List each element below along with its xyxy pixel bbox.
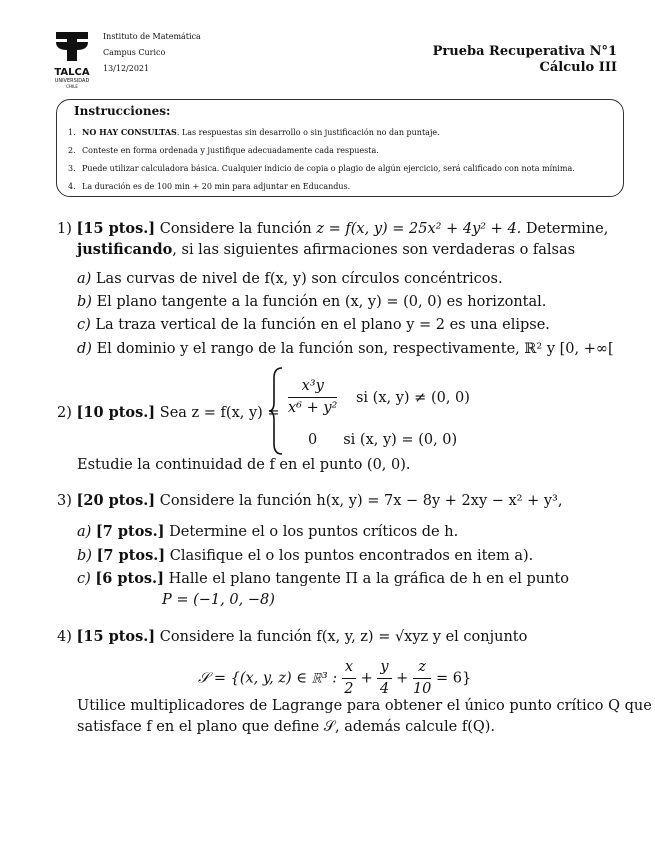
q1-item-c: c) La traza vertical de la función en el plano y = 2 es una elipse. xyxy=(77,317,550,333)
question-2-header: 2) [10 ptos.] Sea z = f(x, y) = xyxy=(57,404,280,421)
q1-item-d: d) El dominio y el rango de la función son, respectivamente, ℝ² y [0, +∞[ xyxy=(77,341,614,357)
fraction-denominator: x⁶ + y² xyxy=(288,400,338,416)
question-4-line2: satisface f en el plano que define 𝒮, además calcule f(Q). xyxy=(77,719,496,735)
logo-sub1: UNIVERSIDAD xyxy=(54,78,90,84)
q3-item-b: b) [7 ptos.] Clasifique el o los puntos encontrados en item a). xyxy=(77,547,534,564)
piecewise-case1: $\frac{\text{x³y}}{\text{x⁶ + y²}}$ si (x, y) ≠ (0, 0) xyxy=(288,376,470,419)
logo-emblem-icon xyxy=(52,30,92,64)
question-1-line1: 1) [15 ptos.] Considere la función z = f(x, y) = 25x² + 4y² + 4. Determine, xyxy=(57,220,609,237)
instruction-item: 1. NO HAY CONSULTAS. Las respuestas sin desarrollo o sin justificación no dan puntaje. xyxy=(68,127,440,137)
q3-item-c: c) [6 ptos.] Halle el plano tangente Π a la gráfica de h en el punto xyxy=(77,570,570,587)
piecewise-brace xyxy=(268,366,284,460)
instructions-title: Instrucciones: xyxy=(74,104,171,118)
question-1-line2: justificando, si las siguientes afirmaciones son verdaderas o falsas xyxy=(77,241,576,258)
question-4-line1: Utilice multiplicadores de Lagrange para obtener el único punto crítico Q que xyxy=(77,698,652,714)
question-4-header: 4) [15 ptos.] Considere la función f(x, y, z) = √xyz y el conjunto xyxy=(57,628,528,645)
instruction-item: 3. Puede utilizar calculadora básica. Cualquier indicio de copia o plagio de algún ejercicio, será calificado con nota mínima. xyxy=(68,164,575,173)
exam-title: Prueba Recuperativa N°1 xyxy=(432,44,617,59)
piecewise-case2: 0 si (x, y) = (0, 0) xyxy=(308,432,458,448)
q3-point: P = (−1, 0, −8) xyxy=(162,592,275,608)
campus-name: Campus Curico xyxy=(103,48,166,57)
university-logo xyxy=(52,30,92,89)
instruction-item: 4. La duración es de 100 min + 20 min para adjuntar en Educandus. xyxy=(68,182,351,191)
logo-text: TALCA xyxy=(54,67,90,78)
institute-name: Instituto de Matemática xyxy=(103,32,201,41)
fraction-numerator: x³y xyxy=(288,376,337,398)
q1-item-a: a) Las curvas de nivel de f(x, y) son círculos concéntricos. xyxy=(77,271,503,287)
exam-date: 13/12/2021 xyxy=(103,64,150,73)
logo-sub2: CHILE xyxy=(66,84,78,89)
instruction-item: 2. Conteste en forma ordenada y justifique adecuadamente cada respuesta. xyxy=(68,146,379,155)
q3-item-a: a) [7 ptos.] Determine el o los puntos críticos de h. xyxy=(77,523,459,540)
question-3-header: 3) [20 ptos.] Considere la función h(x, y) = 7x − 8y + 2xy − x² + y³, xyxy=(57,492,563,509)
q1-item-b: b) El plano tangente a la función en (x, y) = (0, 0) es horizontal. xyxy=(77,294,547,310)
question-2-study: Estudie la continuidad de f en el punto (0, 0). xyxy=(77,457,411,473)
set-definition: 𝒮 = {(x, y, z) ∈ ℝ³ : $\frac{x}{2}$ + $\frac{y}{4}$ + $\frac{z}{10}$ = 6} xyxy=(198,659,472,697)
course-name: Cálculo III xyxy=(539,60,617,75)
